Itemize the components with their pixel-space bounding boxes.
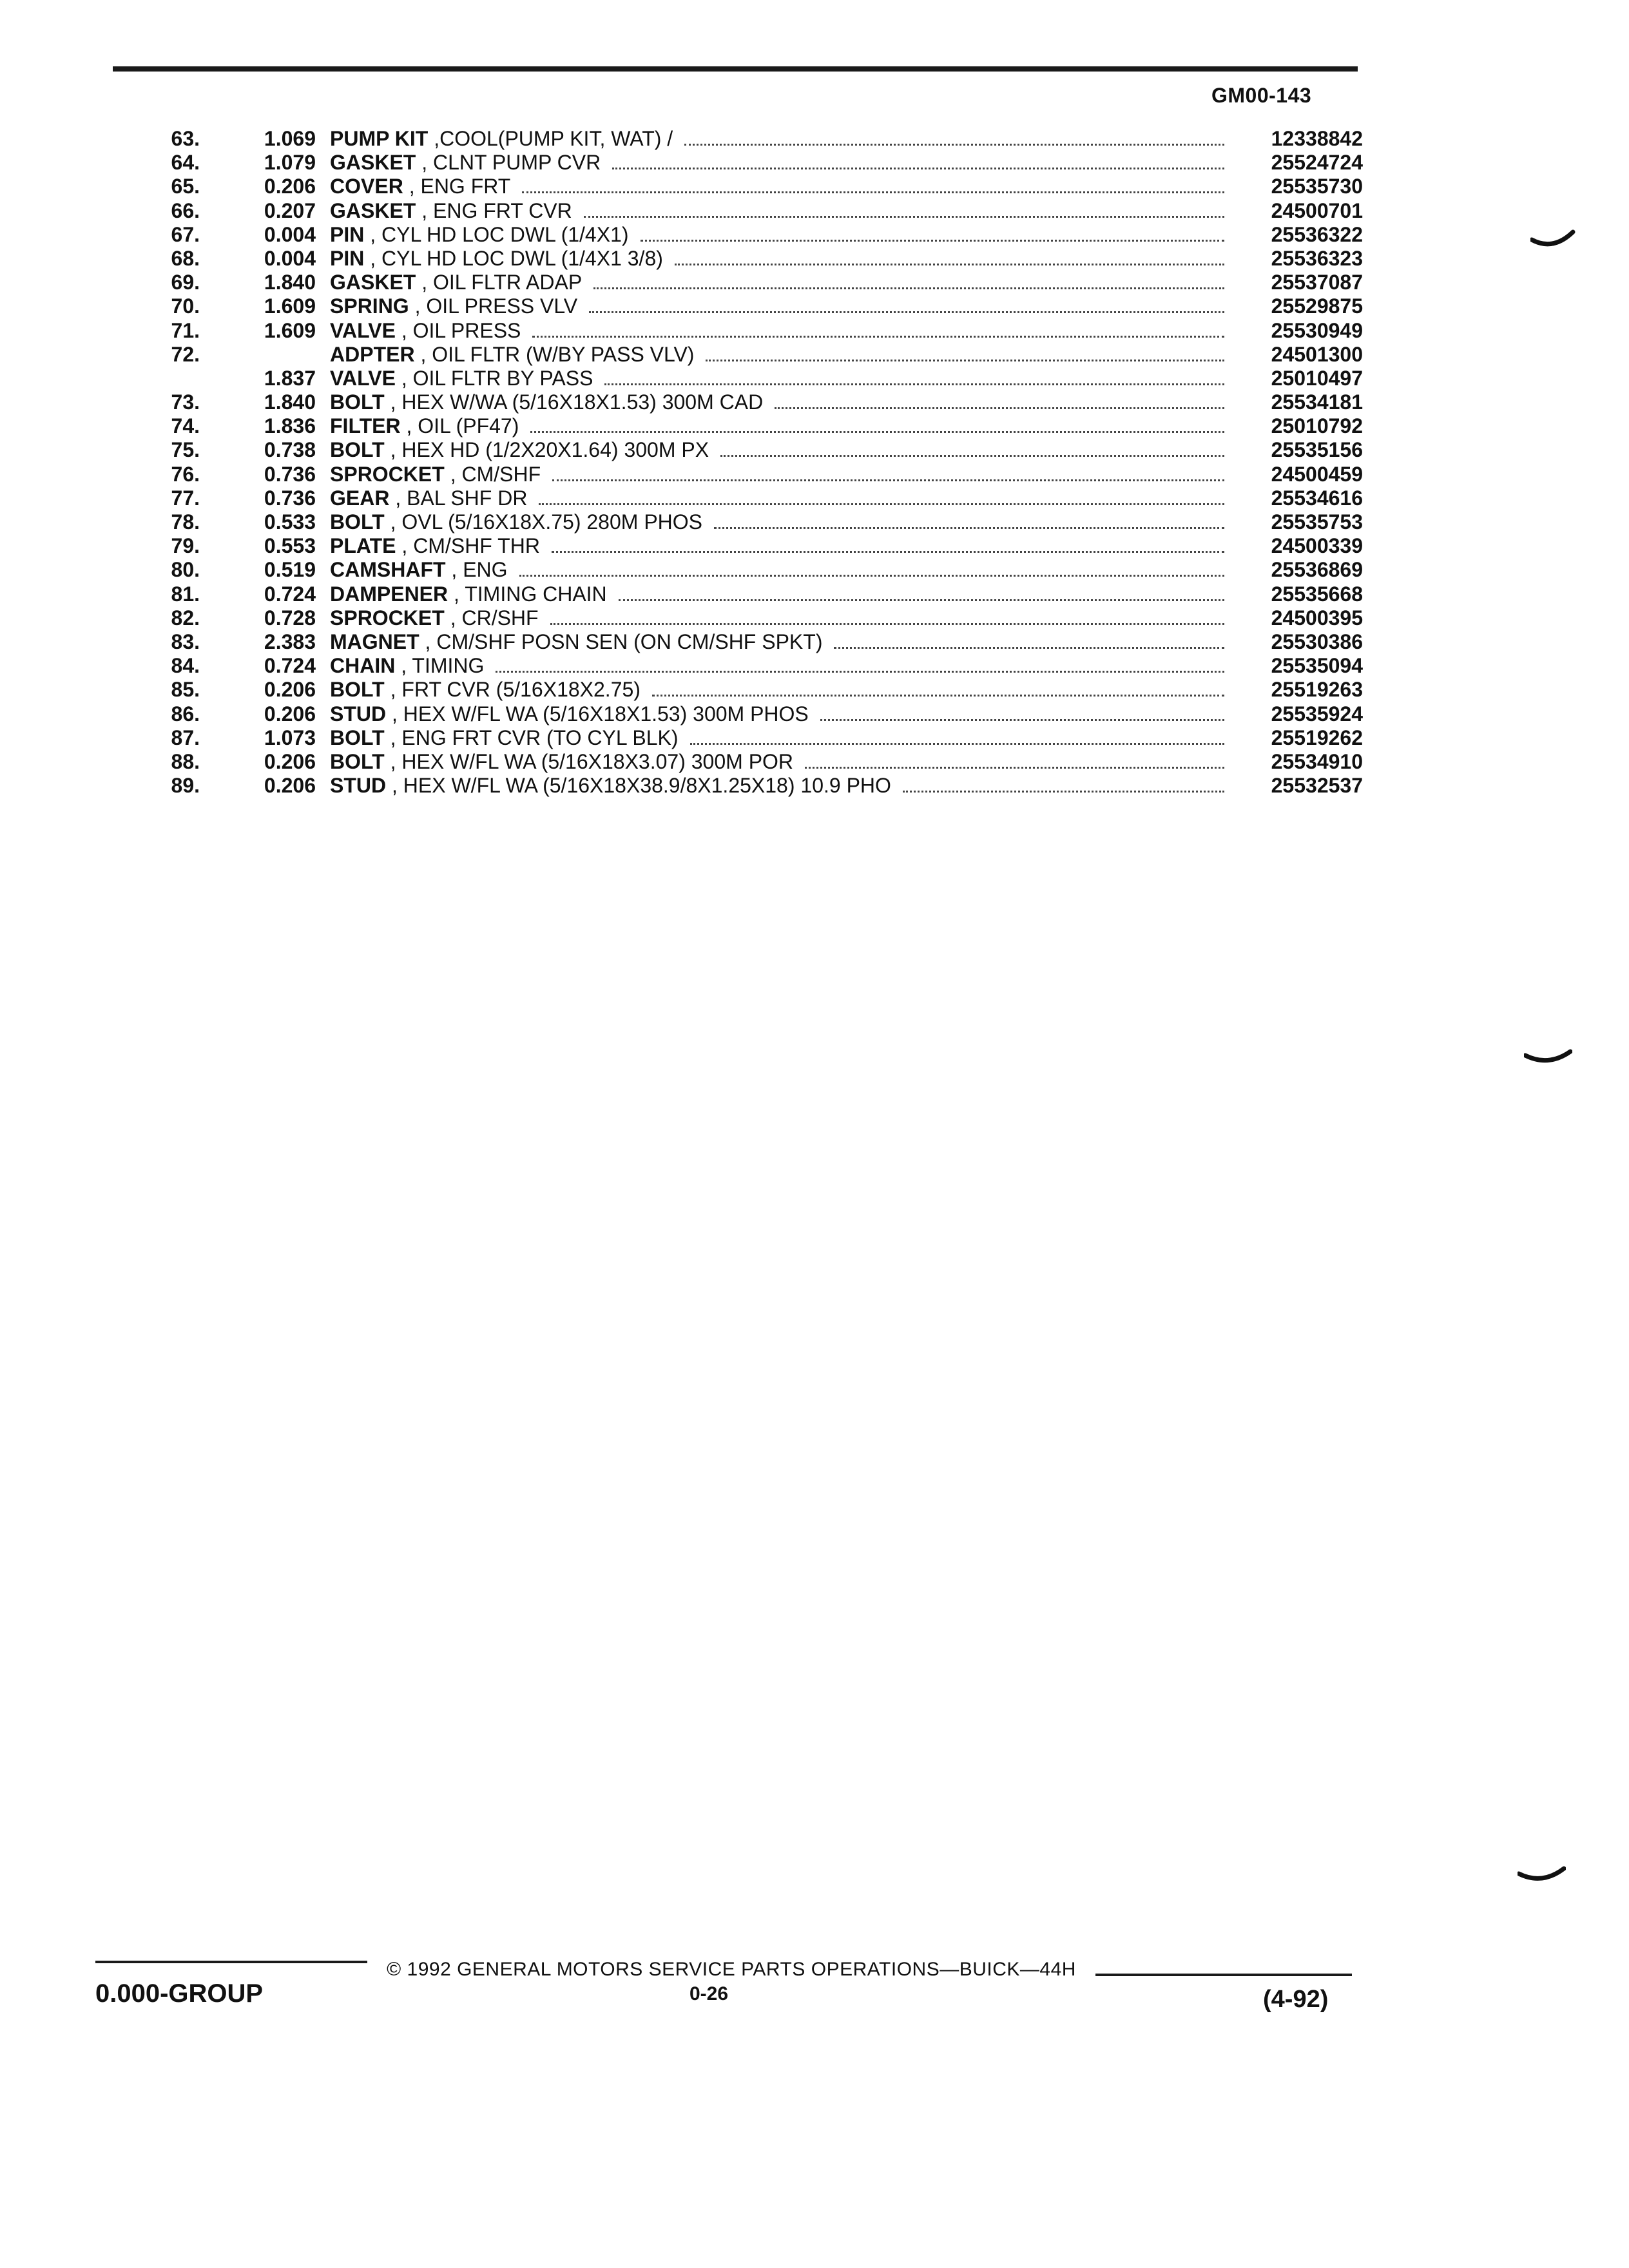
part-number: 25530949 bbox=[1271, 318, 1363, 342]
table-row bbox=[0, 486, 1629, 510]
part-number: 25536869 bbox=[1271, 558, 1363, 582]
part-detail: , ENG FRT CVR (TO CYL BLK) bbox=[384, 726, 679, 749]
ref-number: 82. bbox=[171, 606, 200, 629]
ref-number: 79. bbox=[171, 534, 200, 558]
dot-leader bbox=[584, 199, 1224, 218]
part-name: PIN bbox=[330, 222, 365, 246]
part-name: SPROCKET bbox=[330, 606, 445, 629]
part-number: 25532537 bbox=[1271, 774, 1363, 798]
part-number: 12338842 bbox=[1271, 127, 1363, 150]
dot-leader bbox=[550, 606, 1224, 625]
group-code: 1.840 bbox=[264, 271, 316, 294]
dot-leader bbox=[690, 726, 1224, 745]
group-code: 1.609 bbox=[264, 318, 316, 342]
ref-number: 86. bbox=[171, 702, 200, 726]
table-row bbox=[0, 414, 1629, 438]
ref-number: 78. bbox=[171, 510, 200, 533]
footer-rule-right bbox=[1095, 1974, 1352, 1976]
footer-revision: (4-92) bbox=[1263, 1986, 1329, 2013]
part-description bbox=[330, 151, 601, 175]
part-number: 24500339 bbox=[1271, 534, 1363, 558]
table-row bbox=[0, 223, 1629, 247]
group-code: 0.206 bbox=[264, 774, 316, 798]
part-description bbox=[330, 774, 891, 798]
group-code: 0.724 bbox=[264, 654, 316, 678]
part-name: PIN bbox=[330, 246, 365, 270]
ref-number: 65. bbox=[171, 175, 200, 198]
dot-leader bbox=[619, 582, 1224, 601]
part-name: GASKET bbox=[330, 151, 416, 175]
dot-leader bbox=[834, 630, 1224, 649]
group-code: 1.069 bbox=[264, 127, 316, 150]
group-code: 0.206 bbox=[264, 175, 316, 198]
group-code: 0.207 bbox=[264, 198, 316, 222]
ref-number: 73. bbox=[171, 390, 200, 414]
part-number: 25519263 bbox=[1271, 678, 1363, 702]
table-row bbox=[0, 199, 1629, 223]
part-name: CAMSHAFT bbox=[330, 558, 446, 582]
part-description bbox=[330, 367, 593, 390]
part-detail: , OIL PRESS VLV bbox=[409, 294, 578, 318]
part-number: 24500701 bbox=[1271, 198, 1363, 222]
part-description bbox=[330, 414, 519, 438]
part-description bbox=[330, 343, 694, 367]
part-description bbox=[330, 486, 527, 510]
part-name: BOLT bbox=[330, 438, 385, 462]
part-detail: , FRT CVR (5/16X18X2.75) bbox=[384, 678, 641, 702]
part-detail: ,COOL(PUMP KIT, WAT) / bbox=[428, 127, 673, 150]
part-detail: , OVL (5/16X18X.75) 280M PHOS bbox=[384, 510, 702, 533]
dot-leader bbox=[684, 127, 1224, 146]
dot-leader bbox=[604, 367, 1224, 385]
group-code: 0.738 bbox=[264, 438, 316, 462]
part-detail: , BAL SHF DR bbox=[389, 486, 528, 510]
binder-mark-icon bbox=[1530, 226, 1576, 251]
binder-mark-icon bbox=[1518, 1862, 1566, 1888]
part-detail: , HEX W/WA (5/16X18X1.53) 300M CAD bbox=[384, 390, 764, 414]
table-row bbox=[0, 271, 1629, 294]
part-number: 25534181 bbox=[1271, 390, 1363, 414]
ref-number: 72. bbox=[171, 342, 200, 366]
ref-number: 69. bbox=[171, 271, 200, 294]
table-row bbox=[0, 678, 1629, 702]
part-detail: , ENG FRT CVR bbox=[416, 198, 572, 222]
table-row bbox=[0, 774, 1629, 798]
dot-leader bbox=[593, 271, 1224, 289]
dot-leader bbox=[552, 463, 1224, 481]
part-number: 25010497 bbox=[1271, 366, 1363, 390]
group-code: 1.840 bbox=[264, 390, 316, 414]
group-code: 0.736 bbox=[264, 486, 316, 510]
ref-number: 89. bbox=[171, 774, 200, 798]
part-description bbox=[330, 271, 582, 294]
part-description bbox=[330, 534, 540, 558]
part-name: SPRING bbox=[330, 294, 409, 318]
table-row bbox=[0, 463, 1629, 486]
part-detail: , TIMING bbox=[395, 654, 485, 678]
part-detail: , ENG bbox=[445, 558, 508, 582]
ref-number: 64. bbox=[171, 151, 200, 175]
part-number: 25534616 bbox=[1271, 486, 1363, 510]
dot-leader bbox=[641, 223, 1224, 242]
dot-leader bbox=[706, 343, 1224, 361]
table-row bbox=[0, 151, 1629, 175]
part-description bbox=[330, 558, 508, 582]
ref-number: 67. bbox=[171, 222, 200, 246]
part-name: BOLT bbox=[330, 390, 385, 414]
group-code: 0.728 bbox=[264, 606, 316, 629]
part-name: VALVE bbox=[330, 318, 396, 342]
part-number: 25535753 bbox=[1271, 510, 1363, 533]
part-name: PLATE bbox=[330, 534, 396, 558]
group-code: 2.383 bbox=[264, 629, 316, 653]
table-row bbox=[0, 726, 1629, 750]
group-code: 0.553 bbox=[264, 534, 316, 558]
part-description bbox=[330, 319, 521, 343]
table-row bbox=[0, 367, 1629, 390]
part-number: 25535094 bbox=[1271, 654, 1363, 678]
dot-leader bbox=[714, 510, 1224, 529]
part-name: BOLT bbox=[330, 678, 385, 702]
part-detail: , CM/SHF POSN SEN (ON CM/SHF SPKT) bbox=[419, 629, 823, 653]
dot-leader bbox=[903, 774, 1224, 793]
part-name: MAGNET bbox=[330, 629, 419, 653]
part-detail: , OIL FLTR ADAP bbox=[416, 271, 583, 294]
parts-list bbox=[0, 127, 1629, 798]
part-name: FILTER bbox=[330, 414, 401, 438]
dot-leader bbox=[530, 414, 1224, 433]
table-row bbox=[0, 343, 1629, 367]
table-row bbox=[0, 319, 1629, 343]
part-description bbox=[330, 127, 673, 151]
part-description bbox=[330, 463, 541, 486]
part-number: 24501300 bbox=[1271, 342, 1363, 366]
dot-leader bbox=[805, 750, 1224, 769]
ref-number: 74. bbox=[171, 414, 200, 438]
table-row bbox=[0, 247, 1629, 271]
table-row bbox=[0, 438, 1629, 462]
group-code: 1.837 bbox=[264, 366, 316, 390]
table-row bbox=[0, 606, 1629, 630]
part-description bbox=[330, 726, 679, 750]
ref-number: 77. bbox=[171, 486, 200, 510]
part-description bbox=[330, 654, 484, 678]
part-number: 25530386 bbox=[1271, 629, 1363, 653]
part-name: GASKET bbox=[330, 198, 416, 222]
part-name: DAMPENER bbox=[330, 582, 448, 606]
part-description bbox=[330, 438, 709, 462]
part-description bbox=[330, 606, 539, 630]
top-rule bbox=[113, 66, 1358, 72]
dot-leader bbox=[720, 438, 1224, 457]
part-number: 25519262 bbox=[1271, 726, 1363, 749]
group-code: 0.206 bbox=[264, 702, 316, 726]
group-code: 0.004 bbox=[264, 246, 316, 270]
part-detail: , CLNT PUMP CVR bbox=[416, 151, 601, 175]
part-detail: , CM/SHF THR bbox=[396, 534, 540, 558]
table-row bbox=[0, 390, 1629, 414]
footer-copyright: © 1992 GENERAL MOTORS SERVICE PARTS OPERATIONS—BUICK—44H bbox=[387, 1959, 1076, 1980]
dot-leader bbox=[552, 534, 1224, 553]
ref-number: 88. bbox=[171, 749, 200, 773]
part-detail: , OIL FLTR (W/BY PASS VLV) bbox=[414, 342, 695, 366]
part-name: VALVE bbox=[330, 366, 396, 390]
part-number: 25536322 bbox=[1271, 222, 1363, 246]
part-detail: , HEX W/FL WA (5/16X18X3.07) 300M POR bbox=[384, 749, 794, 773]
part-description bbox=[330, 294, 577, 318]
part-detail: , CR/SHF bbox=[444, 606, 539, 629]
ref-number: 87. bbox=[171, 726, 200, 749]
part-description bbox=[330, 582, 607, 606]
part-number: 25535668 bbox=[1271, 582, 1363, 606]
part-name: STUD bbox=[330, 702, 387, 726]
part-number: 25535924 bbox=[1271, 702, 1363, 726]
part-name: STUD bbox=[330, 774, 387, 798]
part-detail: , OIL PRESS bbox=[395, 318, 521, 342]
part-name: BOLT bbox=[330, 749, 385, 773]
part-detail: , TIMING CHAIN bbox=[448, 582, 607, 606]
table-row bbox=[0, 750, 1629, 774]
table-row bbox=[0, 294, 1629, 318]
part-detail: , CYL HD LOC DWL (1/4X1) bbox=[364, 222, 629, 246]
ref-number: 63. bbox=[171, 127, 200, 150]
footer-page-number: 0-26 bbox=[689, 1983, 729, 2004]
part-number: 25010792 bbox=[1271, 414, 1363, 438]
part-description bbox=[330, 199, 572, 223]
table-row bbox=[0, 558, 1629, 582]
part-number: 25535730 bbox=[1271, 175, 1363, 198]
part-description bbox=[330, 175, 510, 198]
group-code: 1.073 bbox=[264, 726, 316, 749]
part-name: SPROCKET bbox=[330, 462, 445, 486]
ref-number: 75. bbox=[171, 438, 200, 462]
group-code: 0.004 bbox=[264, 222, 316, 246]
part-detail: , OIL FLTR BY PASS bbox=[395, 366, 593, 390]
table-row bbox=[0, 175, 1629, 198]
group-code: 0.519 bbox=[264, 558, 316, 582]
part-detail: , HEX HD (1/2X20X1.64) 300M PX bbox=[384, 438, 709, 462]
part-number: 24500395 bbox=[1271, 606, 1363, 629]
dot-leader bbox=[496, 654, 1224, 673]
part-name: GASKET bbox=[330, 271, 416, 294]
page-code: GM00-143 bbox=[1211, 84, 1312, 107]
part-name: ADPTER bbox=[330, 342, 415, 366]
part-name: CHAIN bbox=[330, 654, 396, 678]
part-detail: , HEX W/FL WA (5/16X18X38.9/8X1.25X18) 10.9 PHO bbox=[386, 774, 891, 798]
table-row bbox=[0, 127, 1629, 151]
table-row bbox=[0, 582, 1629, 606]
part-detail: , ENG FRT bbox=[403, 175, 511, 198]
ref-number: 68. bbox=[171, 246, 200, 270]
table-row bbox=[0, 630, 1629, 654]
ref-number: 85. bbox=[171, 678, 200, 702]
part-number: 25536323 bbox=[1271, 246, 1363, 270]
dot-leader bbox=[652, 678, 1224, 697]
ref-number: 71. bbox=[171, 318, 200, 342]
dot-leader bbox=[532, 319, 1224, 338]
part-name: BOLT bbox=[330, 726, 385, 749]
part-description bbox=[330, 702, 809, 726]
part-description bbox=[330, 678, 641, 702]
ref-number: 83. bbox=[171, 629, 200, 653]
ref-number: 80. bbox=[171, 558, 200, 582]
group-code: 1.609 bbox=[264, 294, 316, 318]
part-detail: , CYL HD LOC DWL (1/4X1 3/8) bbox=[364, 246, 663, 270]
binder-mark-icon bbox=[1524, 1044, 1572, 1070]
dot-leader bbox=[522, 175, 1224, 193]
dot-leader bbox=[820, 702, 1224, 721]
dot-leader bbox=[539, 486, 1224, 505]
part-detail: , OIL (PF47) bbox=[400, 414, 519, 438]
part-description bbox=[330, 247, 663, 271]
part-description bbox=[330, 223, 629, 247]
part-description bbox=[330, 390, 763, 414]
table-row bbox=[0, 534, 1629, 558]
table-row bbox=[0, 702, 1629, 726]
dot-leader bbox=[775, 390, 1224, 409]
part-name: GEAR bbox=[330, 486, 390, 510]
group-code: 0.736 bbox=[264, 462, 316, 486]
part-description bbox=[330, 750, 793, 774]
part-detail: , CM/SHF bbox=[444, 462, 541, 486]
group-code: 1.079 bbox=[264, 151, 316, 175]
part-name: BOLT bbox=[330, 510, 385, 533]
part-name: COVER bbox=[330, 175, 403, 198]
part-name: PUMP KIT bbox=[330, 127, 429, 150]
footer-rule-left bbox=[95, 1961, 367, 1963]
group-code: 0.206 bbox=[264, 678, 316, 702]
ref-number: 84. bbox=[171, 654, 200, 678]
group-code: 0.206 bbox=[264, 749, 316, 773]
part-number: 25535156 bbox=[1271, 438, 1363, 462]
part-description bbox=[330, 630, 822, 654]
part-number: 25534910 bbox=[1271, 749, 1363, 773]
ref-number: 66. bbox=[171, 198, 200, 222]
dot-leader bbox=[675, 247, 1224, 265]
part-detail: , HEX W/FL WA (5/16X18X1.53) 300M PHOS bbox=[386, 702, 809, 726]
dot-leader bbox=[519, 558, 1224, 577]
footer-group: 0.000-GROUP bbox=[95, 1979, 264, 2008]
group-code: 0.724 bbox=[264, 582, 316, 606]
part-number: 25524724 bbox=[1271, 151, 1363, 175]
part-description bbox=[330, 510, 702, 534]
dot-leader bbox=[612, 151, 1224, 169]
dot-leader bbox=[589, 294, 1224, 313]
table-row bbox=[0, 510, 1629, 534]
ref-number: 81. bbox=[171, 582, 200, 606]
part-number: 25529875 bbox=[1271, 294, 1363, 318]
part-number: 25537087 bbox=[1271, 271, 1363, 294]
ref-number: 76. bbox=[171, 462, 200, 486]
part-number: 24500459 bbox=[1271, 462, 1363, 486]
table-row bbox=[0, 654, 1629, 678]
group-code: 1.836 bbox=[264, 414, 316, 438]
group-code: 0.533 bbox=[264, 510, 316, 533]
ref-number: 70. bbox=[171, 294, 200, 318]
